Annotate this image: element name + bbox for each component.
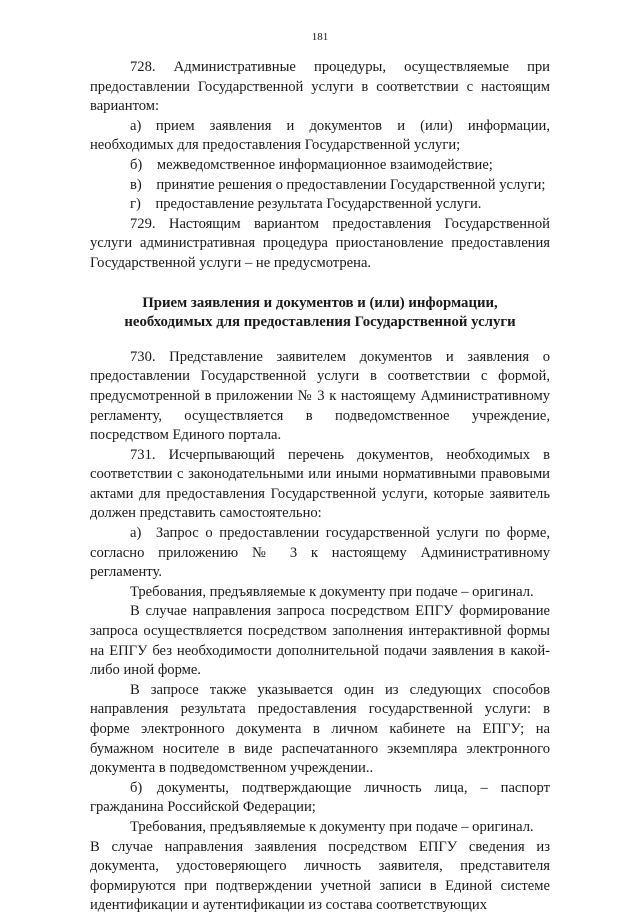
list-item-v: в) принятие решения о предоставлении Государственной услуги; — [130, 176, 546, 193]
paragraph-728: 728. Административные процедуры, осуществляемые при предоставлении Государственной услуги в соответствии с настоящим вариантом: — [90, 59, 550, 115]
list-item-a: а) прием заявления и документов и (или) информации, необходимых для предоставления Государственной услуги; — [90, 117, 550, 154]
list-item-g: г) предоставление результата Государственной услуги. — [130, 196, 482, 213]
page-number: 181 — [311, 31, 329, 43]
document-body — [90, 58, 550, 916]
paragraph-epgu-identity: В случае направления заявления посредством ЕПГУ сведения из документа, удостоверяющего личность заявителя, представителя формируются при подтверждении учетной записи в Единой системе идентификации и аутентификации из состава соответствующих — [90, 838, 550, 914]
section-heading-line-2: необходимых для предоставления Государственной услуги — [124, 314, 516, 331]
section-heading — [90, 294, 550, 333]
list-item-b: б) межведомственное информационное взаимодействие; — [130, 156, 493, 173]
paragraph-729: 729. Настоящим вариантом предоставления Государственной услуги административная процедура приостановление предоставления Государственной услуги – не предусмотрена. — [90, 215, 550, 271]
requirement-original-1: Требования, предъявляемые к документу при подаче – оригинал. — [130, 583, 534, 600]
document-item-b: б) документы, подтверждающие личность лица, – паспорт гражданина Российской Федерации; — [90, 779, 550, 816]
paragraph-730: 730. Представление заявителем документов и заявления о предоставлении Государственной услуги в соответствии с формой, предусмотренной в приложении № 3 к настоящему Административному регламенту, осуществляется в подведомственное учреждение, посредством Единого портала. — [90, 348, 550, 444]
section-heading-line-1: Прием заявления и документов и (или) информации, — [142, 294, 498, 311]
document-item-a: а) Запрос о предоставлении государственной услуги по форме, согласно приложению № 3 к настоящему Административному регламенту. — [90, 525, 550, 581]
paragraph-epgu-request: В случае направления запроса посредством ЕПГУ формирование запроса осуществляется посредством заполнения интерактивной формы на ЕПГУ без необходимости дополнительной подачи заявления в какой-либо иной форме. — [90, 603, 550, 679]
paragraph-result-delivery: В запросе также указывается один из следующих способов направления результата предоставления государственной услуги: в форме электронного документа в личном кабинете на ЕПГУ; на бумажном носителе в виде распечатанного экземпляра электронного документа в подведомственном учреждении.. — [90, 681, 550, 777]
paragraph-731: 731. Исчерпывающий перечень документов, необходимых в соответствии с законодательными или иными нормативными правовыми актами для предоставления Государственной услуги, которые заявитель должен представить самостоятельно: — [90, 446, 550, 522]
requirement-original-2: Требования, предъявляемые к документу при подаче – оригинал. — [130, 818, 534, 835]
